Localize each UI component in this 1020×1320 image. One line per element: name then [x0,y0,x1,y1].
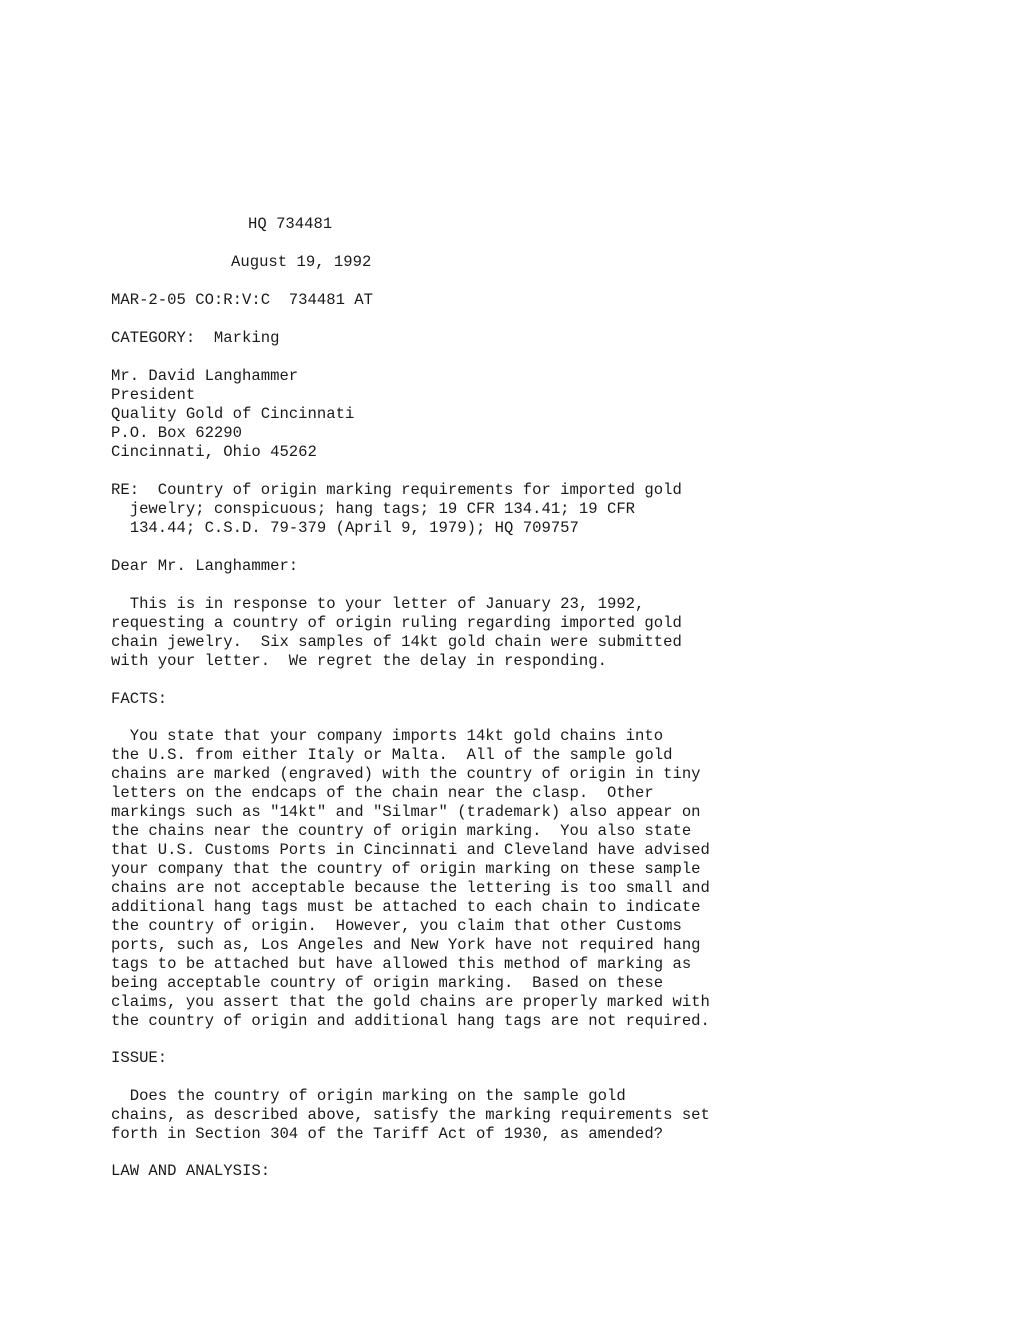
facts-line: You state that your company imports 14kt gold chains into [111,727,664,745]
addressee-title: President [111,386,196,404]
issue-heading: ISSUE: [111,1049,168,1067]
issue-line: Does the country of origin marking on the sample gold [111,1087,626,1105]
facts-line: being acceptable country of origin marking. Based on these [111,974,664,992]
intro-line: with your letter. We regret the delay in responding. [111,652,607,670]
law-analysis-heading: LAW AND ANALYSIS: [111,1162,271,1180]
addressee-company: Quality Gold of Cincinnati [111,405,355,423]
intro-line: This is in response to your letter of January 23, 1992, [111,595,645,613]
facts-line: markings such as "14kt" and "Silmar" (trademark) also appear on [111,803,701,821]
intro-line: requesting a country of origin ruling regarding imported gold [111,614,682,632]
intro-line: chain jewelry. Six samples of 14kt gold chain were submitted [111,633,682,651]
facts-heading: FACTS: [111,690,168,708]
issue-line: chains, as described above, satisfy the marking requirements set [111,1106,710,1124]
facts-line: chains are not acceptable because the lettering is too small and [111,879,710,897]
facts-line: chains are marked (engraved) with the country of origin in tiny [111,765,701,783]
facts-line: ports, such as, Los Angeles and New York have not required hang [111,936,701,954]
hq-number: HQ 734481 [248,215,333,233]
facts-line: the chains near the country of origin marking. You also state [111,822,692,840]
facts-line: tags to be attached but have allowed this method of marking as [111,955,692,973]
facts-line: your company that the country of origin marking on these sample [111,860,701,878]
letter-date: August 19, 1992 [231,253,372,271]
re-line: jewelry; conspicuous; hang tags; 19 CFR 134.41; 19 CFR [111,500,636,518]
facts-line: the U.S. from either Italy or Malta. All of the sample gold [111,746,673,764]
facts-line: the country of origin and additional hang tags are not required. [111,1012,710,1030]
issue-line: forth in Section 304 of the Tariff Act of 1930, as amended? [111,1125,664,1143]
facts-line: letters on the endcaps of the chain near the clasp. Other [111,784,654,802]
facts-line: the country of origin. However, you claim that other Customs [111,917,682,935]
addressee-name: Mr. David Langhammer [111,367,299,385]
facts-line: claims, you assert that the gold chains are properly marked with [111,993,710,1011]
addressee-po-box: P.O. Box 62290 [111,424,243,442]
file-reference: MAR-2-05 CO:R:V:C 734481 AT [111,291,374,309]
re-line: RE: Country of origin marking requirements for imported gold [111,481,682,499]
salutation: Dear Mr. Langhammer: [111,557,299,575]
re-line: 134.44; C.S.D. 79-379 (April 9, 1979); HQ 709757 [111,519,579,537]
facts-line: additional hang tags must be attached to each chain to indicate [111,898,701,916]
addressee-city: Cincinnati, Ohio 45262 [111,443,317,461]
facts-line: that U.S. Customs Ports in Cincinnati and Cleveland have advised [111,841,710,859]
category-line: CATEGORY: Marking [111,329,280,347]
